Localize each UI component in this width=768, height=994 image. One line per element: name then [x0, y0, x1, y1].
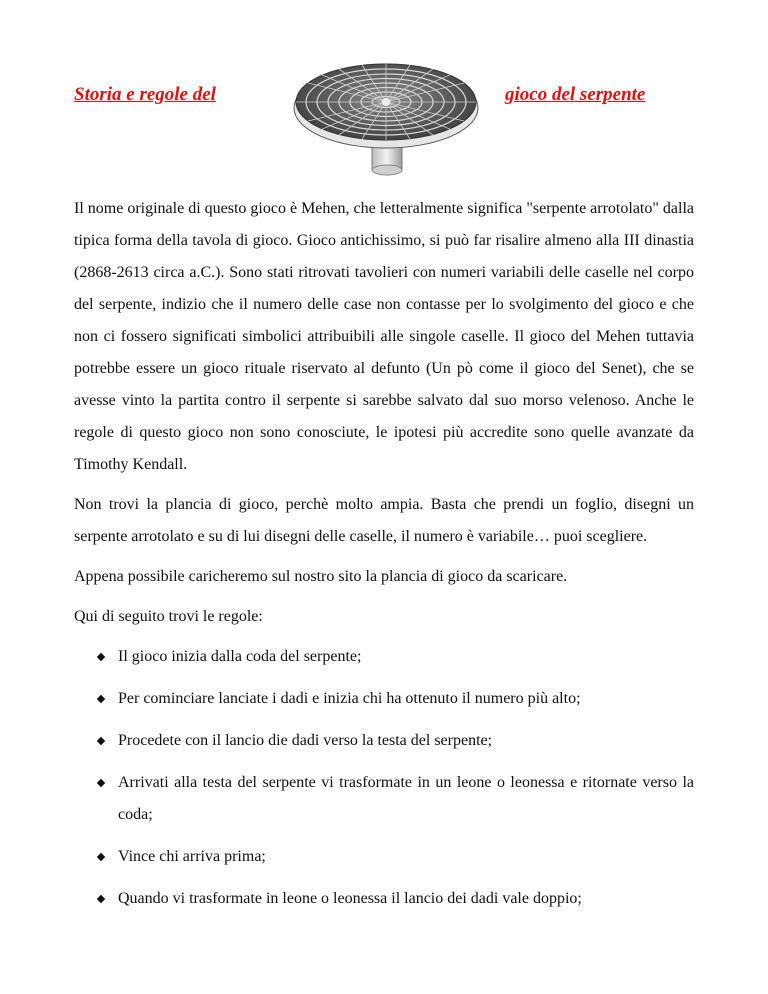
- rules-list: [74, 641, 694, 915]
- rule-item: [98, 725, 694, 757]
- rule-item: [98, 641, 694, 673]
- rule-text: Quando vi trasformate in leone o leonessa il lancio dei dadi vale doppio;: [118, 890, 582, 907]
- paragraph-rules-intro: Qui di seguito trovi le regole:: [74, 608, 263, 625]
- rule-text: Il gioco inizia dalla coda del serpente;: [118, 648, 362, 665]
- rule-item: [98, 767, 694, 831]
- rule-item: [98, 883, 694, 915]
- diamond-bullet-icon: [97, 695, 105, 703]
- title-left: Storia e regole del: [74, 84, 216, 105]
- rule-item: [98, 683, 694, 715]
- rule-text: Vince chi arriva prima;: [118, 848, 266, 865]
- diamond-bullet-icon: [97, 895, 105, 903]
- title-right: gioco del serpente: [505, 84, 646, 105]
- rule-text: Arrivati alla testa del serpente vi trasformate in un leone o leonessa e ritornate verso la coda;: [118, 774, 694, 823]
- mehen-board-image: [288, 38, 484, 188]
- diamond-bullet-icon: [97, 853, 105, 861]
- diamond-bullet-icon: [97, 653, 105, 661]
- rule-text: Procedete con il lancio die dadi verso la testa del serpente;: [118, 732, 493, 749]
- rule-item: [98, 841, 694, 873]
- paragraph-intro: Il nome originale di questo gioco è Mehen, che letteralmente significa "serpente arrotolato" dalla tipica forma della tavola di gioco. Gioco antichissimo, si può far risalire almeno alla III dinastia (2868-2613 circa a.C.). Sono stati ritrovati tavolieri con numeri variabili delle caselle nel corpo del serpente, indizio che il numero delle case non contasse per lo svolgimento del gioco e che non ci fossero significati simbolici attribuibili alle singole caselle. Il gioco del Mehen tuttavia potrebbe essere un gioco rituale riservato al defunto (Un pò come il gioco del Senet), che se avesse vinto la partita contro il serpente si sarebbe salvato dal suo morso velenoso. Anche le regole di questo gioco non sono conosciute, le ipotesi più accredite sono quelle avanzate da Timothy Kendall.: [74, 200, 694, 473]
- paragraph-download: Appena possibile caricheremo sul nostro sito la plancia di gioco da scaricare.: [74, 568, 568, 585]
- diamond-bullet-icon: [97, 737, 105, 745]
- paragraph-board: Non trovi la plancia di gioco, perchè molto ampia. Basta che prendi un foglio, disegni un serpente arrotolato e su di lui disegni delle caselle, il numero è variabile… puoi scegliere.: [74, 496, 694, 545]
- diamond-bullet-icon: [97, 779, 105, 787]
- rule-text: Per cominciare lanciate i dadi e inizia chi ha ottenuto il numero più alto;: [118, 690, 581, 707]
- article-body: [74, 193, 694, 925]
- title-row: [0, 0, 768, 200]
